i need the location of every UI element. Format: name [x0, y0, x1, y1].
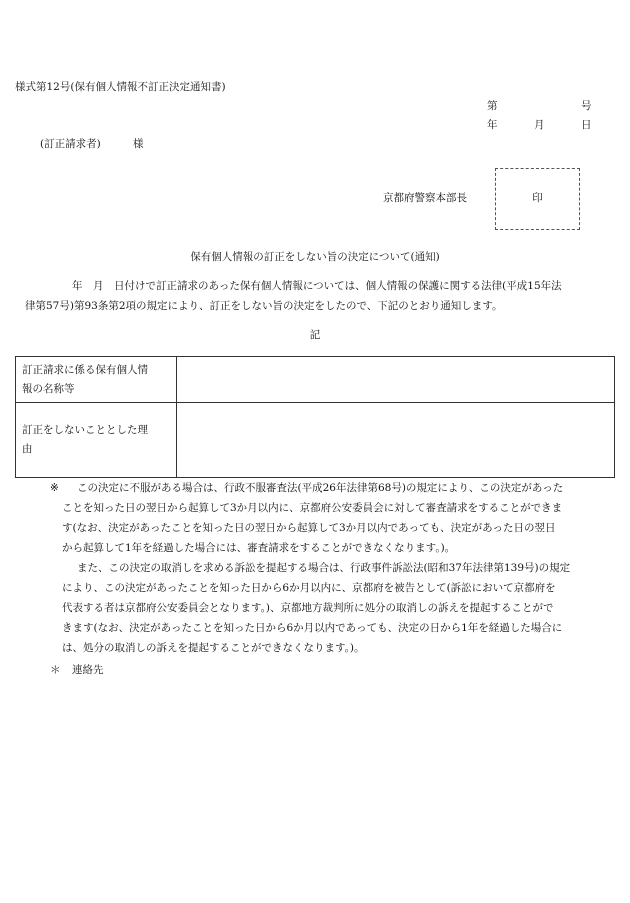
recipient-label: (訂正請求者): [40, 138, 101, 150]
table-value-cell: [177, 357, 615, 403]
contact-mark: ＊: [50, 664, 61, 676]
seal-box: [495, 168, 580, 230]
date-month: 月: [534, 119, 545, 131]
table-label-cell: [16, 403, 177, 478]
table-label-line: 報の名称等: [22, 382, 75, 395]
table-label-line: 訂正をしないこととした理: [22, 424, 148, 436]
ki-heading: 記: [309, 329, 321, 341]
table-value-cell: [177, 403, 615, 478]
table-row: [16, 403, 615, 478]
document-number-suffix: 号: [581, 100, 592, 112]
table-label-line: 訂正請求に係る保有個人情: [22, 363, 148, 376]
note-2-line-4: きます(なお、決定があったことを知った日から6か月以内であっても、決定の日から1年を経過した場合に: [62, 622, 563, 634]
note-1-line-4: から起算して1年を経過した場合には、審査請求をすることができなくなります。)。: [62, 542, 456, 554]
note-mark: ※: [50, 482, 59, 494]
body-line-1: 年 月 日付けで訂正請求のあった保有個人情報については、個人情報の保護に関する法律(平成15年法: [72, 280, 562, 292]
table-row: [16, 357, 615, 403]
note-1-line-2: ことを知った日の翌日から起算して3か月以内に、京都府公安委員会に対して審査請求をすることができま: [62, 502, 563, 514]
table-label-line: 由: [22, 443, 33, 455]
issuer-name: 京都府警察本部長: [383, 192, 467, 204]
recipient-honorific: 様: [133, 138, 144, 150]
seal-mark: 印: [532, 192, 543, 205]
date-day: 日: [581, 119, 592, 131]
document-number-label: 第: [487, 100, 498, 112]
note-2-line-1: また、この決定の取消しを求める訴訟を提起する場合は、行政事件訴訟法(昭和37年法律第139号)の規定: [77, 562, 571, 574]
note-1-line-1: この決定に不服がある場合は、行政不服審査法(平成26年法律第68号)の規定により、この決定があった: [77, 482, 564, 494]
info-table: [15, 356, 615, 478]
note-2-line-2: により、この決定があったことを知った日から6か月以内に、京都府を被告として(訴訟において京都府を: [62, 582, 556, 594]
note-2-line-5: は、処分の取消しの訴えを提起することができなくなります。)。: [62, 642, 365, 654]
table-label-cell: [16, 357, 177, 403]
body-line-2: 律第57号)第93条第2項の規定により、訂正をしない旨の決定をしたので、下記のとおり通知します。: [25, 300, 503, 312]
note-1-line-3: す(なお、決定があったことを知った日の翌日から起算して3か月以内であっても、決定があった日の翌日: [62, 522, 556, 534]
note-2-line-3: 代表する者は京都府公安委員会となります。)、京都地方裁判所に処分の取消しの訴えを提起することがで: [62, 602, 554, 614]
date-year: 年: [487, 119, 498, 131]
contact-label: 連絡先: [72, 664, 104, 676]
form-title: 様式第12号(保有個人情報不訂正決定通知書): [15, 81, 226, 93]
document-subject: 保有個人情報の訂正をしない旨の決定について(通知): [190, 251, 440, 263]
